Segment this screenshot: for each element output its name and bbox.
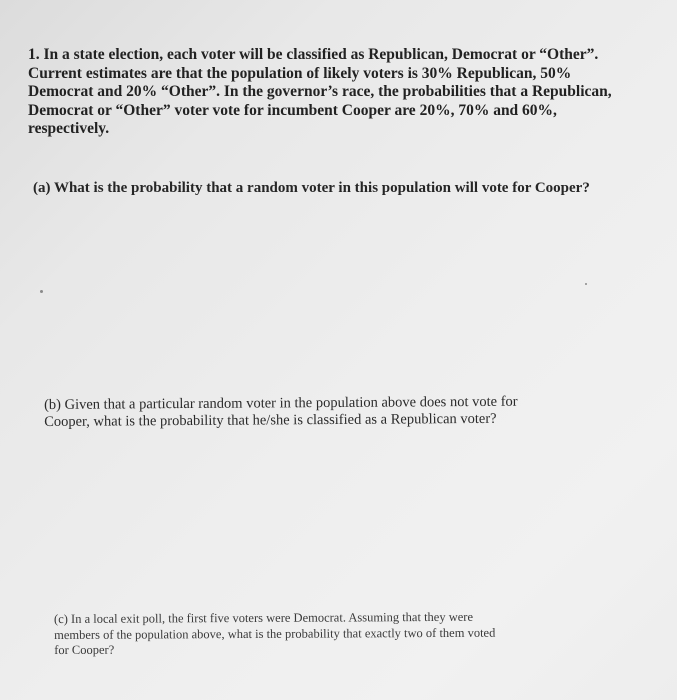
part-b-line: (b) Given that a particular random voter in the population above does not vote for xyxy=(44,393,518,413)
part-c-line: for Cooper? xyxy=(54,642,115,657)
part-c-question xyxy=(54,610,495,659)
part-c-line: members of the population above, what is the probability that exactly two of them voted xyxy=(54,625,496,642)
intro-line: Democrat or “Other” voter vote for incumbent Cooper are 20%, 70% and 60%, xyxy=(28,101,557,119)
intro-line: 1. In a state election, each voter will be classified as Republican, Democrat or “Other”. xyxy=(28,46,599,63)
part-b-line: Cooper, what is the probability that he/she is classified as a Republican voter? xyxy=(44,410,497,430)
paper-speck xyxy=(40,290,43,293)
part-b-question xyxy=(44,394,518,431)
part-a-question: (a) What is the probability that a random voter in this population will vote for Cooper? xyxy=(33,180,590,196)
paper-speck xyxy=(585,283,587,285)
part-c-line: (c) In a local exit poll, the first five voters were Democrat. Assuming that they were xyxy=(54,609,474,626)
question-1-intro xyxy=(28,46,653,139)
intro-line: Current estimates are that the population of likely voters is 30% Republican, 50% xyxy=(28,64,572,82)
intro-line: respectively. xyxy=(28,120,110,137)
intro-line: Democrat and 20% “Other”. In the governor’s race, the probabilities that a Republican, xyxy=(28,83,612,100)
